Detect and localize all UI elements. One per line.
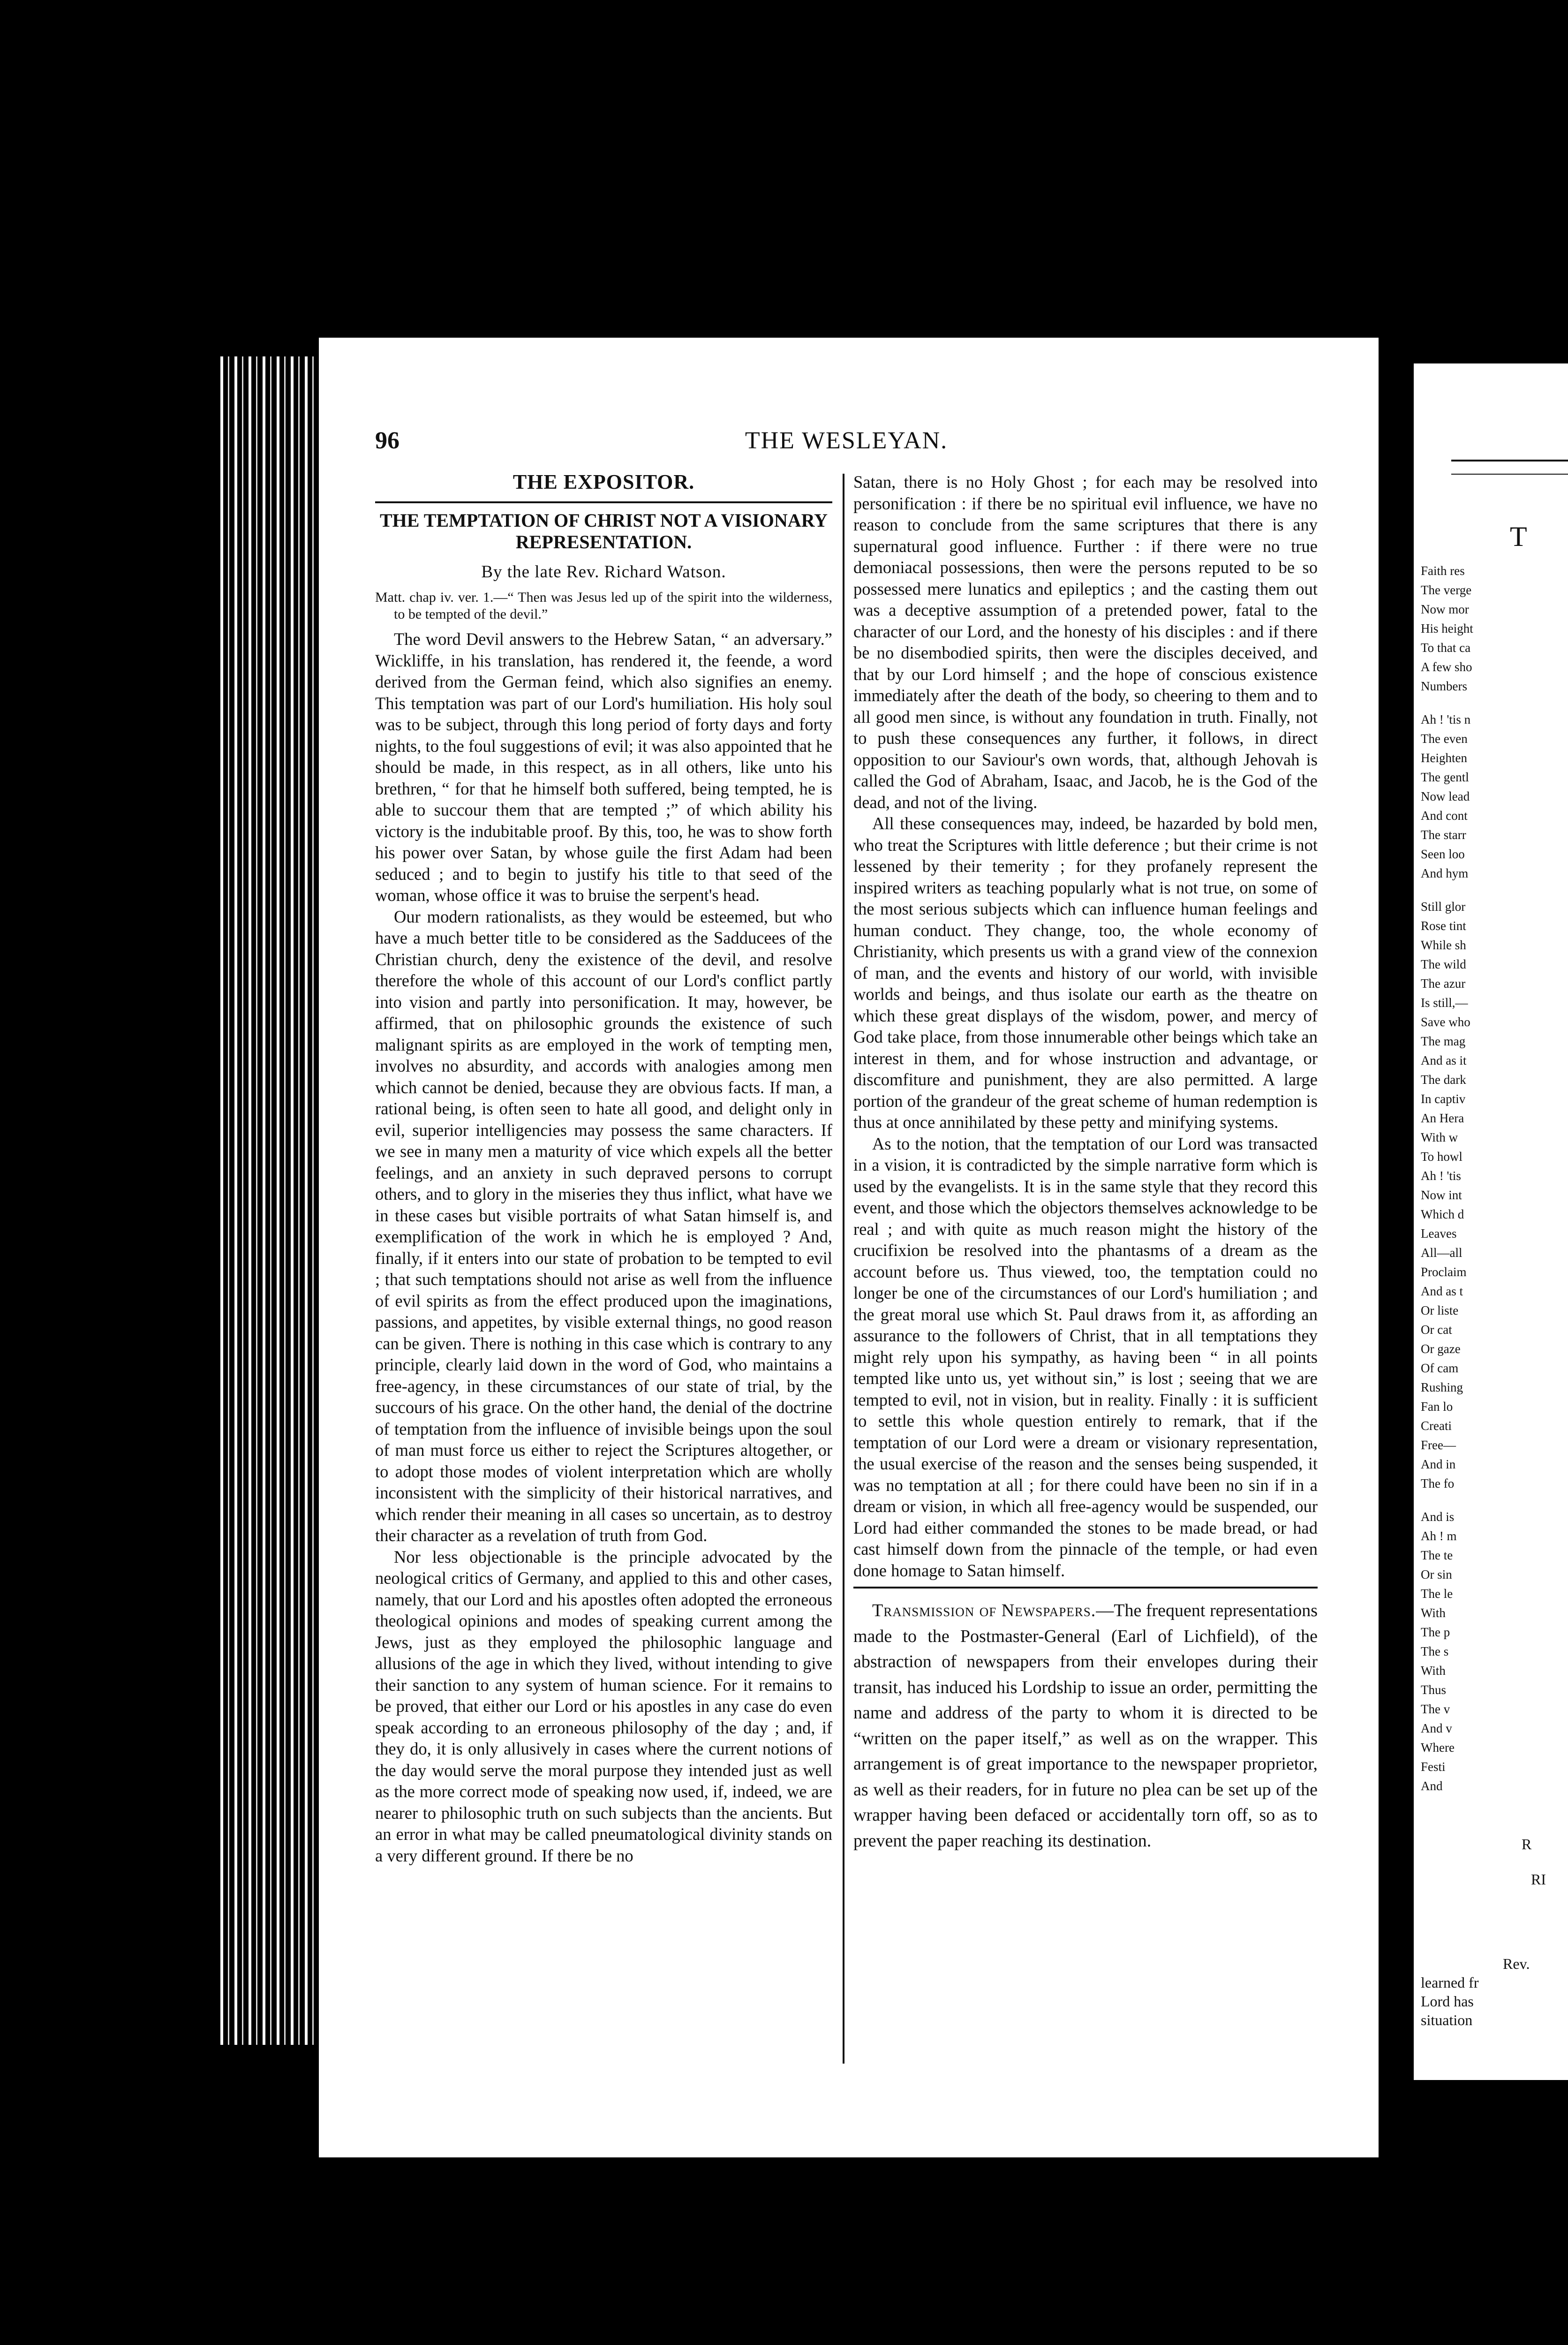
paragraph: All these consequences may, indeed, be hazarded by bold men, who treat the Scriptures with little deference ; but their crime is not lessened by their temerity ; for they profanely represent the inspired writers as teaching popularly what is not true, on some of the most serious subjects which can influence human feelings and human conduct. They change, too, the whole economy of Christianity, which presents us with a grand view of the connexion of man, and the events and history of our world, with invisible worlds and beings, and thus isolate our earth as the theatre on which these great displays of the wisdom, power, and mercy of God take place, from those innumerable other beings which take an interest in them, and for whose instruction and advantage, or discomfiture and punishment, they are also permitted. A large portion of the grandeur of the great scheme of human redemption is thus at once annihilated by these petty and minifying systems. [853,814,1318,1132]
right-page-line: Rev. [1503,1955,1530,1972]
right-page-line: The s [1421,1644,1449,1658]
paragraph: Satan, there is no Holy Ghost ; for each may be resolved into personification : if there be no spiritual evil influence, we have no reason to conclude from the same scriptures that there is any supernatural good influence. Further : if there were no true demoniacal possessions, then were the persons reputed to be so possessed mere lunatics and epileptics ; and the casting them out was a deceptive assumption of a pretended power, fatal to the character of our Lord, and the honesty of his disciples : and if there be no disembodied spirits, then were the disciples deceived, and that by our Lord himself ; and the hope of conscious existence immediately after the death of the body, so cheering to them and to all good men since, is without any foundation in truth. Finally, not to push these consequences any further, it follows, in direct opposition to our Saviour's own words, that, although Jehovah is called the God of Abraham, Isaac, and Jacob, he is the God of the dead, and not of the living. [853,472,1318,812]
right-page-line: A few sho [1421,660,1472,674]
right-page-line: Or liste [1421,1303,1459,1317]
right-page-line: And [1421,1779,1443,1793]
right-page-line: Ah ! 'tis n [1421,712,1471,726]
right-page-line: His height [1421,621,1473,635]
page-number: 96 [375,427,400,454]
right-page-line: The le [1421,1587,1453,1601]
right-page-line: Proclaim [1421,1265,1467,1279]
paragraph: Nor less objectionable is the principle advocated by the neological critics of Germany, and applied to this and other cases, namely, that our Lord and his apostles often adopted the erroneous theological opinions and modes of speaking current among the Jews, just as they employed the philosophic language and allusions of the age in which they lived, without intending to give their sanction to any system of human science. For it remains to be proved, that either our Lord or his apostles in any case do even speak according to an erroneous philosophy of the day ; and, if they do, it is only allusively in cases where the current notions of the day would serve the moral purpose they intended just as well as the more correct mode of speaking now used, if, indeed, we are nearer to philosophic truth on such subjects than the ancients. But an error in what may be called pneumatological divinity stands on a very different ground. If there be no [375,1547,832,1865]
right-page-line: All—all [1421,1246,1462,1260]
book-binding-edge [220,356,319,2045]
right-page-line: RI [1531,1871,1546,1888]
right-page-line: Now lead [1421,789,1470,803]
article-title: THE TEMPTATION OF CHRIST NOT A VISIONARY REPRESENTATION. [379,509,828,552]
column-divider [843,474,844,2064]
right-page-line: Is still,— [1421,996,1468,1010]
right-page-line: The starr [1421,828,1466,842]
section-heading: THE EXPOSITOR. [513,470,695,493]
right-page-line: Heighten [1421,751,1467,765]
right-page-line: Where [1421,1740,1455,1755]
right-page-line: The v [1421,1702,1450,1716]
paragraph: Our modern rationalists, as they would be esteemed, but who have a much better title to be considered as the Sadducees of the Christian church, deny the existence of the devil, and resolve therefore the whole of this account of our Lord's conflict partly into vision and partly into personification. It may, however, be affirmed, that on philosophic grounds the existence of such malignant spirits as are employed in the work of tempting men, involves no absurdity, and accords with analogies among men which cannot be denied, because they are obvious facts. If man, a rational being, is often seen to hate all good, and delight only in evil, superior intelligencies may possess the same characters. If we see in many men a maturity of vice which expels all the better feelings, and an anxiety in such depraved persons to corrupt others, and to glory in the miseries they thus inflict, what have we in these cases but visible portraits of what Satan himself is, and exemplification of the work in which he is employed ? And, finally, if it enters into our state of probation to be tempted to evil ; that such temptations should not arise as well from the influence of evil spirits as from the effect produced upon the imaginations, passions, and appetites, by visible external things, no good reason can be given. There is nothing in this case which is contrary to any principle, clearly laid down in the word of God, who maintains a free-agency, in these circumstances of our state of trial, by the succours of his grace. On the other hand, the denial of the doctrine of temptation from the influence of invisible beings upon the soul of man must force us either to reject the Scriptures altogether, or to adopt those modes of violent interpretation which are wholly inconsistent with the simplicity of their historical narratives, and which render their meaning in all cases so uncertain, as to destroy their character as a revelation of truth from God. [375,907,832,1545]
right-page-line: Lord has [1421,1993,1474,2010]
right-page-line: Rose tint [1421,919,1466,933]
right-page-line: And in [1421,1457,1456,1471]
right-page-line: The even [1421,732,1468,746]
right-page-line: R [1522,1836,1532,1853]
right-page-line: Thus [1421,1683,1446,1697]
article-epigraph: Matt. chap iv. ver. 1.—“ Then was Jesus led up of the spirit into the wilderness, to be tempted of the devil.” [375,590,832,622]
right-page-line: Ah ! m [1421,1529,1457,1543]
right-page-line: Which d [1421,1207,1464,1221]
page-header [375,427,1318,460]
right-page-line: With [1421,1664,1446,1678]
news-body: —The frequent representations made to the Postmaster-General (Earl of Lichfield), of the abstraction of newspapers from their envelopes during their transit, has induced his Lordship to issue an order, permitting the name and address of the party to whom it is directed to be “written on the paper itself,” as well as on the wrapper. This arrangement is of great importance to the newspaper proprietor, as well as their readers, for in future no plea can be set up of the wrapper having been defaced or accidentally torn off, so as to prevent the paper reaching its destination. [853,1601,1318,1851]
right-page-line: Leaves [1421,1226,1457,1241]
right-page-line: Free— [1421,1438,1456,1452]
right-page-line: learned fr [1421,1974,1479,1991]
right-page-line: An Hera [1421,1111,1464,1125]
right-page-line: The verge [1421,583,1472,597]
section-rule [375,501,832,503]
paragraph: The word Devil answers to the Hebrew Satan, “ an adversary.” Wickliffe, in his translation, has rendered it, the feende, a word derived from the German feind, which also signifies an enemy. This temptation was part of our Lord's humiliation. His holy soul was to be subject, through this long period of forty days and forty nights, to the foul suggestions of evil; it was also appointed that he should be made, in this respect, as in all others, like unto his brethren, “ for that he himself both suffered, being tempted, he is able to succour them that are tempted ;” of which ability his victory is the indubitable proof. By this, too, he was to show forth his power over Satan, by whose guile the first Adam had been seduced ; and to begin to justify his title to that seed of the woman, whose office it was to bruise the serpent's head. [375,629,832,905]
right-page-line: To that ca [1421,641,1471,655]
right-page-line: Fan lo [1421,1399,1453,1414]
article-end-rule [853,1587,1318,1589]
column-1 [375,471,832,1866]
right-page-line: Creati [1421,1419,1452,1433]
right-page-line: Seen loo [1421,847,1465,861]
right-page-line: And as it [1421,1053,1467,1067]
right-page-line: Faith res [1421,564,1465,578]
right-page-line: To howl [1421,1150,1462,1164]
right-page-line: And is [1421,1510,1455,1524]
paragraph: As to the notion, that the temptation of our Lord was transacted in a vision, it is contradicted by the simple narrative form which is used by the evangelists. It is in the same style that they record this event, and those which the objectors themselves acknowledge to be real ; and with quite as much reason might the history of the crucifixion be resolved into the phantasms of a dream as the account before us. Thus viewed, too, the temptation could no longer be one of the circumstances of our Lord's humiliation ; and the great moral use which St. Paul draws from it, as affording an assurance to the followers of Christ, that in all temptations they might rely upon his sympathy, as having been “ in all points tempted like unto us, yet without sin,” is lost ; seeing that we are tempted to evil, not in vision, but in reality. Finally : it is sufficient to settle this whole question entirely to remark, that if the temptation of our Lord were a dream or visionary representation, the usual exercise of the reason and the senses being suspended, it was no temptation at all ; for there could have been no sin if in a dream or vision, in which all free-agency would be suspended, our Lord had either commanded the stones to be made bread, or had cast himself down from the pinnacle of the temple, or had even done homage to Satan himself. [853,1134,1318,1580]
article-byline: By the late Rev. Richard Watson. [481,562,726,582]
news-heading: Transmission of Newspapers. [872,1601,1096,1620]
right-page-line: Of cam [1421,1361,1459,1375]
right-page-line: Save who [1421,1015,1470,1029]
right-page-line: Numbers [1421,679,1467,693]
right-page-line: The p [1421,1625,1450,1639]
right-page-line: In captiv [1421,1092,1466,1106]
right-page-line: The te [1421,1548,1453,1562]
right-page-line: Ah ! 'tis [1421,1169,1461,1183]
right-page-line: Rushing [1421,1380,1463,1394]
right-page-line: And cont [1421,809,1468,823]
right-page-rule [1451,474,1568,475]
right-page-line: The azur [1421,976,1466,991]
right-page-line: The dark [1421,1073,1466,1087]
right-page-line: Now mor [1421,602,1469,616]
right-page-rule [1451,460,1568,461]
right-page-line: The mag [1421,1034,1466,1048]
right-page-line: Or cat [1421,1323,1452,1337]
right-page-line: The fo [1421,1476,1455,1490]
right-page-line: While sh [1421,938,1466,952]
news-item [853,1598,1318,1853]
right-page-line: And hym [1421,866,1469,880]
right-page-line: And v [1421,1721,1452,1735]
periodical-title: THE WESLEYAN. [745,427,948,454]
right-page-line: Or gaze [1421,1342,1461,1356]
right-page-line: Now int [1421,1188,1462,1202]
right-page-line: The gentl [1421,770,1469,784]
right-page-line: The wild [1421,957,1466,971]
right-page-line: situation [1421,2012,1473,2028]
page-left [319,338,1379,2157]
right-page-line: And as t [1421,1284,1463,1298]
right-page-line: With w [1421,1130,1458,1144]
right-page-line: Or sin [1421,1567,1452,1581]
right-page-line: Festi [1421,1760,1446,1774]
right-page-line: Still glor [1421,900,1466,914]
right-page-line: With [1421,1606,1446,1620]
column-2 [853,471,1318,1853]
page-right-fragment [1414,363,1568,2080]
right-page-title-letter: T [1510,521,1527,552]
